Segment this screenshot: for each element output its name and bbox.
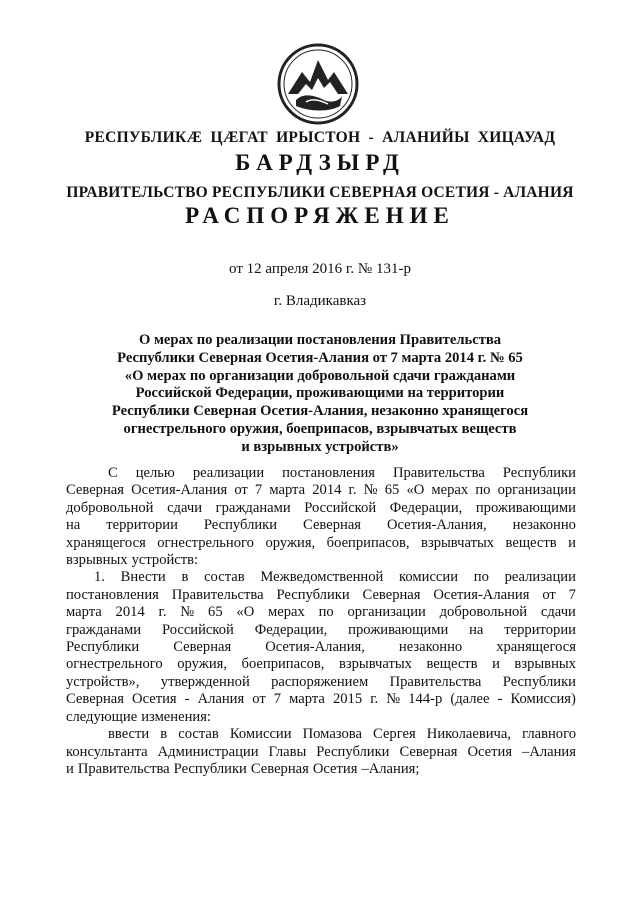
header-doc-type-russian: РАСПОРЯЖЕНИЕ [185,203,455,228]
title-line: О мерах по реализации постановления Правительства [138,332,502,348]
header-republic-ossetian: РЕСПУБЛИКӔ ЦӔГАТ ИРЫСТОН - АЛАНИЙЫ ХИЦАУАД [84,129,556,146]
header-doc-type-ossetian: БАРДЗЫРД [235,150,405,175]
body-line: постановления Правительства Республики Северная Осетия-Алания от 7 [66,586,576,603]
body-line: 1. Внести в состав Межведомственной комиссии по реализации [94,569,576,586]
body-line: гражданами Российской Федерации, проживающими на территории [66,621,576,638]
body-line: на территории Республики Северная Осетия-Алания, незаконно [66,517,576,534]
body-line: консультанта Администрации Главы Республики Северная Осетия –Алания [66,743,576,760]
body-line: Северная Осетия-Алания от 7 марта 2014 г. № 65 «О мерах по организации [66,482,576,499]
body-line: следующие изменения: [66,708,211,725]
document-date-number: от 12 апреля 2016 г. № 131-р [229,261,411,277]
body-line: С целью реализации постановления Правительства Республики [108,465,576,481]
header-government-russian: ПРАВИТЕЛЬСТВО РЕСПУБЛИКИ СЕВЕРНАЯ ОСЕТИЯ - АЛАНИЯ [66,184,574,201]
body-line: взрывных устройств: [66,552,199,569]
document-title [90,332,550,457]
title-line: Российской Федерации, проживающими на территории [135,385,505,402]
document-body [66,465,576,778]
title-line: Республики Северная Осетия-Алания, незаконно хранящегося [111,403,529,420]
title-line: Республики Северная Осетия-Алания от 7 марта 2014 г. № 65 [117,349,523,366]
body-line: огнестрельного оружия, боеприпасов, взрывчатых веществ и взрывных [66,656,576,673]
body-line: и Правительства Республики Северная Осетия –Алания; [66,760,420,777]
body-line: Республики Северная Осетия-Алания, незаконно хранящегося [66,639,576,656]
body-line: добровольной сдачи гражданами Российской Федерации, проживающими [66,499,576,516]
body-line: хранящегося огнестрельного оружия, боеприпасов, взрывчатых веществ и [66,534,576,551]
body-line: устройств», утвержденной распоряжением Правительства Республики [66,673,576,690]
title-line: и взрывных устройств» [241,438,399,455]
body-line: ввести в состав Комиссии Помазова Сергея Николаевича, главного [108,726,576,743]
document-city: г. Владикавказ [273,293,367,309]
title-line: огнестрельного оружия, боеприпасов, взрывчатых веществ [123,420,517,437]
body-line: Северная Осетия - Алания от 7 марта 2015 г. № 144-р (далее - Комиссия) [66,691,576,708]
body-line: марта 2014 г. № 65 «О мерах по организации добровольной сдачи [66,604,576,621]
title-line: «О мерах по организации добровольной сдачи гражданами [124,367,516,384]
coat-of-arms-emblem [276,42,360,126]
